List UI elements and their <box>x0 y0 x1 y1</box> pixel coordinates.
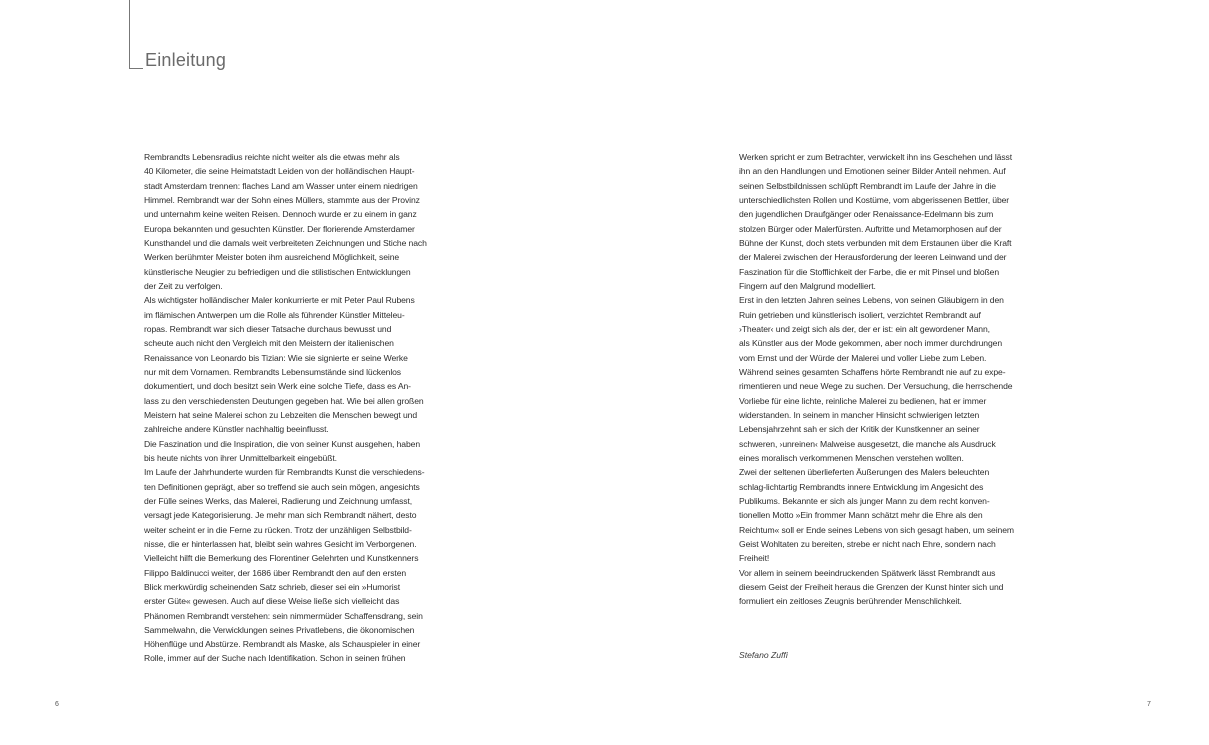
text-line: den jugendlichen Draufgänger oder Renaissance-Edelmann bis zum <box>739 209 994 220</box>
text-line: Reichtum« soll er Ende seines Lebens von sich gesagt haben, um seinem <box>739 524 1014 535</box>
text-line: Geist Wohltaten zu bereiten, strebe er nicht nach Ehre, sondern nach <box>739 538 996 549</box>
text-line: Renaissance von Leonardo bis Tizian: Wie sie signierte er seine Werke <box>144 352 408 363</box>
text-line: weiter scheint er in die Ferne zu rücken. Trotz der unzähligen Selbstbild- <box>144 524 412 535</box>
text-line: ropas. Rembrandt war sich dieser Tatsache durchaus bewusst und <box>144 323 392 334</box>
heading-rule-vertical <box>129 0 130 69</box>
text-line: Rolle, immer auf der Suche nach Identifikation. Schon in seinen frühen <box>144 653 406 664</box>
text-line: nur mit dem Vornamen. Rembrandts Lebensumstände sind lückenlos <box>144 366 402 377</box>
text-line: im flämischen Antwerpen um die Rolle als führender Künstler Mitteleu- <box>144 309 405 320</box>
text-line: eines moralisch verkommenen Menschen verstehen wollten. <box>739 452 964 463</box>
text-line: der Malerei zwischen der Herausforderung der leeren Leinwand und der <box>739 252 1007 263</box>
text-line: künstlerische Neugier zu befriedigen und die stilistischen Entwicklungen <box>144 266 411 277</box>
text-line: stadt Amsterdam trennen: flaches Land am Wasser unter einem niedrigen <box>144 180 418 191</box>
text-line: rimentieren und neue Wege zu suchen. Der Versuchung, die herrschende <box>739 381 1013 392</box>
text-line: scheute auch nicht den Vergleich mit den Meistern der italienischen <box>144 338 394 349</box>
text-line: diesem Geist der Freiheit heraus die Grenzen der Kunst hinter sich und <box>739 581 1004 592</box>
text-line: bis heute nichts von ihrer Unmittelbarkeit eingebüßt. <box>144 452 337 463</box>
text-line: Sammelwahn, die Verwicklungen seines Privatlebens, die ökonomischen <box>144 624 415 635</box>
text-line: Publikums. Bekannte er sich als junger Mann zu dem recht konven- <box>739 495 990 506</box>
text-line: Blick merkwürdig scheinenden Satz schrieb, dieser sei ein »Humorist <box>144 581 401 592</box>
text-line: schweren, ›unreinen‹ Malweise ausgesetzt, die manche als Ausdruck <box>739 438 996 449</box>
text-line: 40 Kilometer, die seine Heimatstadt Leiden von der holländischen Haupt- <box>144 166 415 177</box>
text-line: Phänomen Rembrandt verstehen: sein nimmermüder Schaffensdrang, sein <box>144 610 423 621</box>
text-line: tionellen Motto »Ein frommer Mann schätzt mehr die Ehre als den <box>739 510 983 521</box>
chapter-heading: Einleitung <box>145 50 227 70</box>
text-line: unterschiedlichsten Rollen und Kostüme, vom abgerissenen Bettler, über <box>739 194 1010 205</box>
text-line: erster Güte« gewesen. Auch auf diese Weise ließe sich vielleicht das <box>144 596 400 607</box>
text-line: lass zu den verschiedensten Deutungen gegeben hat. Wie bei allen großen <box>144 395 424 406</box>
text-line: schlag-lichtartig Rembrandts innere Entwicklung im Angesicht des <box>739 481 984 492</box>
text-line: ten Definitionen geprägt, aber so treffend sie auch sein mögen, angesichts <box>144 481 420 492</box>
text-line: Werken berühmter Meister boten ihm ausreichend Möglichkeit, seine <box>144 252 400 263</box>
text-line: Filippo Baldinucci weiter, der 1686 über Rembrandt den auf den ersten <box>144 567 407 578</box>
text-line: nisse, die er hinterlassen hat, bleibt sein wahres Gesicht im Verborgenen. <box>144 538 417 549</box>
text-line: Zwei der seltenen überlieferten Äußerungen des Malers beleuchten <box>739 467 990 478</box>
text-line: Lebensjahrzehnt sah er sich der Kritik der Kunstkenner an seiner <box>739 424 980 435</box>
text-line: dokumentiert, und doch besitzt sein Werk eine solche Tiefe, dass es An- <box>144 381 411 392</box>
text-line: stolzen Bürger oder Malerfürsten. Auftritte und Metamorphosen auf der <box>739 223 1002 234</box>
text-line: Fingern auf den Malgrund modelliert. <box>739 280 876 291</box>
text-line: Europa bekannten und gesuchten Künstler. Der florierende Amsterdamer <box>144 223 415 234</box>
text-line: der Zeit zu verfolgen. <box>144 280 223 291</box>
text-line: seinen Selbstbildnissen schlüpft Rembrandt im Laufe der Jahre in die <box>739 180 996 191</box>
text-line: Die Faszination und die Inspiration, die von seiner Kunst ausgehen, haben <box>144 438 421 449</box>
text-line: und unternahm keine weiten Reisen. Dennoch wurde er zu einem in ganz <box>144 209 417 220</box>
text-line: Vor allem in seinem beeindruckenden Spätwerk lässt Rembrandt aus <box>739 567 996 578</box>
right-text-column <box>739 150 1071 609</box>
text-line: Vielleicht hilft die Bemerkung des Florentiner Gelehrten und Kunstkenners <box>144 553 419 564</box>
text-line: versagt jede Kategorisierung. Je mehr man sich Rembrandt nähert, desto <box>144 510 417 521</box>
heading-rule-horizontal <box>129 68 143 69</box>
text-line: Im Laufe der Jahrhunderte wurden für Rembrandts Kunst die verschiedens- <box>144 467 425 478</box>
text-line: Während seines gesamten Schaffens hörte Rembrandt nie auf zu expe- <box>739 366 1006 377</box>
author-signature: Stefano Zuffi <box>739 650 788 660</box>
text-line: als Künstler aus der Mode gekommen, aber noch immer durchdrungen <box>739 338 1003 349</box>
text-line: zahlreiche andere Künstler nachhaltig beeinflusst. <box>144 424 329 435</box>
left-text-column <box>144 150 474 666</box>
text-line: Erst in den letzten Jahren seines Lebens, von seinen Gläubigern in den <box>739 295 1004 306</box>
text-line: Bühne der Kunst, doch stets verbunden mit dem Erstaunen über die Kraft <box>739 237 1012 248</box>
text-line: Himmel. Rembrandt war der Sohn eines Müllers, stammte aus der Provinz <box>144 194 420 205</box>
text-line: ›Theater‹ und zeigt sich als der, der er ist: ein alt gewordener Mann, <box>739 323 990 334</box>
text-line: ihn an den Handlungen und Emotionen seiner Bilder Anteil nehmen. Auf <box>739 166 1006 177</box>
text-line: Als wichtigster holländischer Maler konkurrierte er mit Peter Paul Rubens <box>144 295 415 306</box>
page-number-right: 7 <box>1147 701 1151 708</box>
text-line: der Fülle seines Werks, das Malerei, Radierung und Zeichnung umfasst, <box>144 495 413 506</box>
text-line: widerstanden. In seinem in mancher Hinsicht schwierigen letzten <box>739 409 980 420</box>
text-line: formuliert ein zeitloses Zeugnis berührender Menschlichkeit. <box>739 596 962 607</box>
text-line: Faszination für die Stofflichkeit der Farbe, die er mit Pinsel und bloßen <box>739 266 1000 277</box>
page-number-left: 6 <box>55 701 59 708</box>
text-line: Freiheit! <box>739 553 770 564</box>
text-line: Meistern hat seine Malerei schon zu Lebzeiten die Menschen bewegt und <box>144 409 418 420</box>
text-line: Höhenflüge und Abstürze. Rembrandt als Maske, als Schauspieler in einer <box>144 639 421 650</box>
text-line: Kunsthandel und die damals weit verbreiteten Zeichnungen und Stiche nach <box>144 237 427 248</box>
text-line: Ruin getrieben und künstlerisch isoliert, verzichtet Rembrandt auf <box>739 309 981 320</box>
text-line: Werken spricht er zum Betrachter, verwickelt ihn ins Geschehen und lässt <box>739 152 1013 162</box>
text-line: Rembrandts Lebensradius reichte nicht weiter als die etwas mehr als <box>144 152 400 162</box>
text-line: vom Ernst und der Würde der Malerei und voller Liebe zum Leben. <box>739 352 987 363</box>
text-line: Vorliebe für eine lichte, reinliche Malerei zu bedienen, hat er immer <box>739 395 987 406</box>
